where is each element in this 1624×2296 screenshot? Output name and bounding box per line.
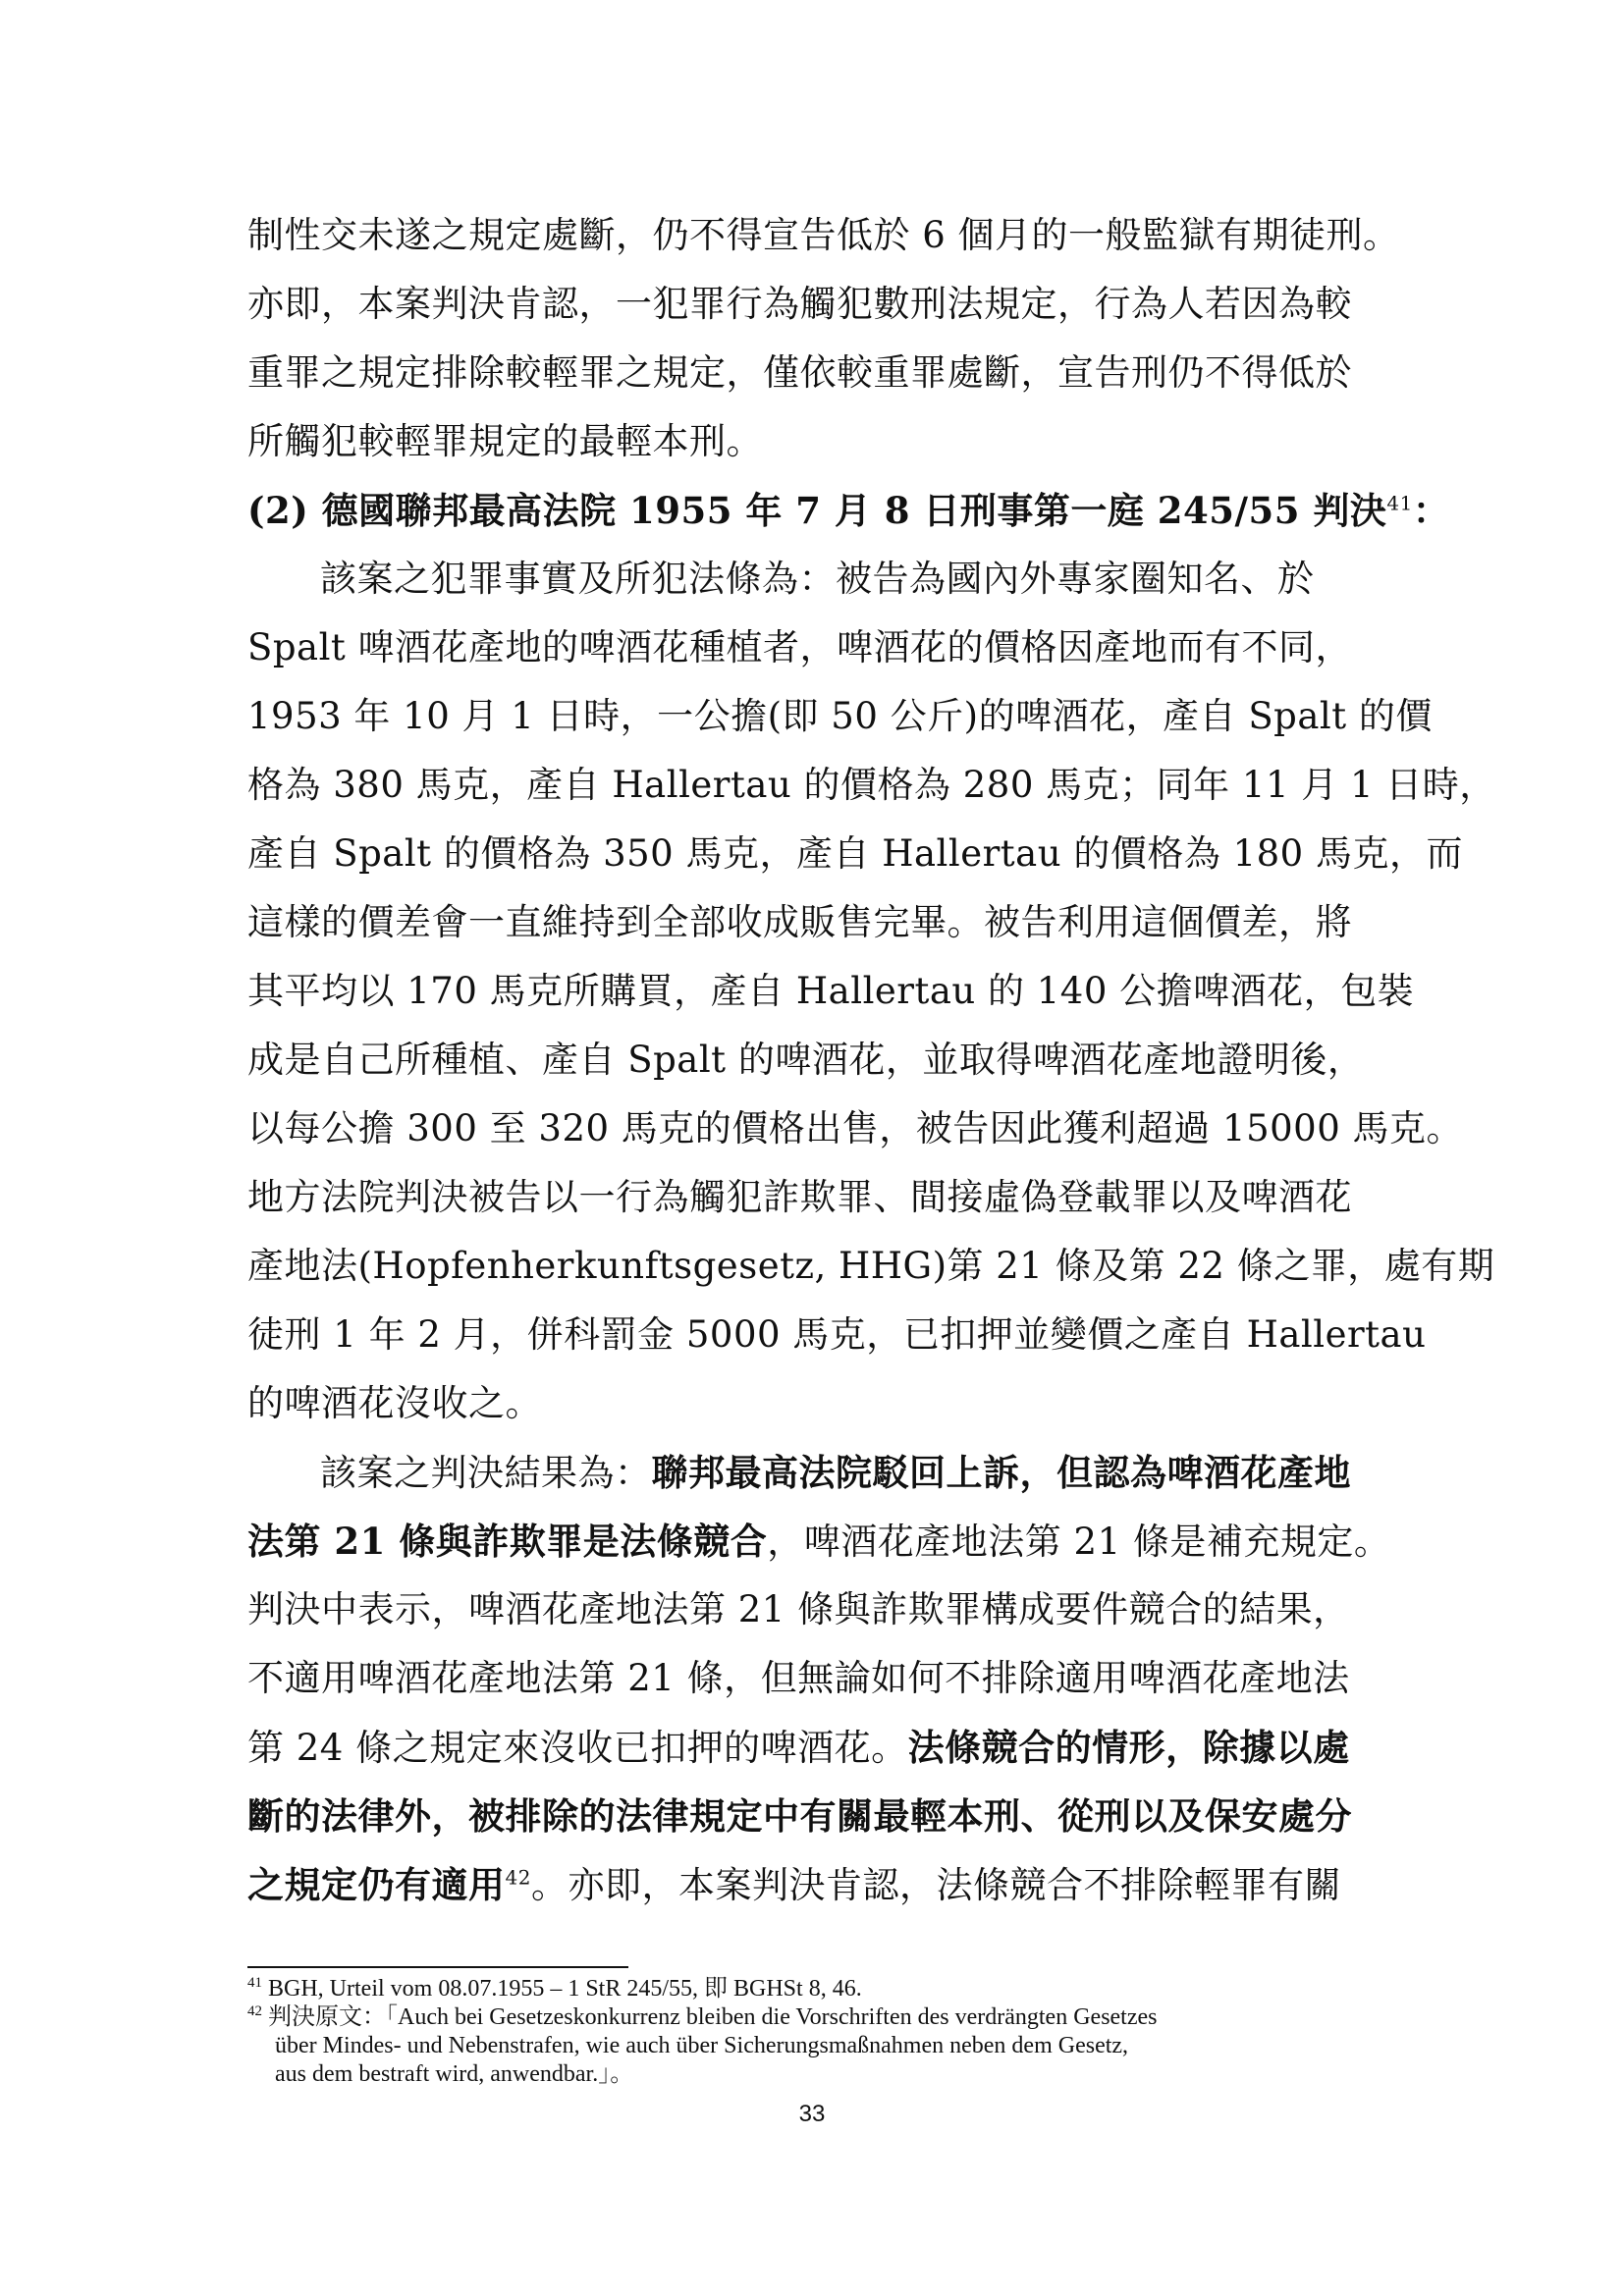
- paragraph-3-line-3: 判決中表示，啤酒花產地法第 21 條與詐欺罪構成要件競合的結果，: [247, 1588, 1350, 1630]
- paragraph-3-line-5-bold: 法條競合的情形，除據以處: [907, 1726, 1350, 1769]
- footnote-42-line-2: über Mindes- und Nebenstrafen, wie auch über Sicherungsmaßnahmen neben dem Gesetz,: [275, 2033, 1129, 2058]
- paragraph-2-line-11: 產地法(Hopfenherkunftsgesetz, HHG)第 21 條及第 22 條之罪，處有期: [247, 1245, 1495, 1287]
- paragraph-2-line-3: 1953 年 10 月 1 日時，一公擔(即 50 公斤)的啤酒花，產自 Spalt 的價: [247, 695, 1433, 737]
- paragraph-2-line-1: 該案之犯罪事實及所犯法條為：被告為國內外專家圈知名、於: [320, 558, 1315, 600]
- paragraph-1-line-1: 制性交未遂之規定處斷，仍不得宣告低於 6 個月的一般監獄有期徒刑。: [247, 214, 1400, 256]
- paragraph-2-line-13: 的啤酒花沒收之。: [247, 1382, 542, 1424]
- paragraph-3-line-5-normal: 第 24 條之規定來沒收已扣押的啤酒花。: [247, 1727, 908, 1769]
- paragraph-3-line-2: [247, 1507, 1391, 1575]
- section-heading-text: (2) 德國聯邦最高法院 1955 年 7 月 8 日刑事第一庭 245/55 判決: [247, 489, 1387, 532]
- footnote-41-text: BGH, Urteil vom 08.07.1955 – 1 StR 245/55, 即 BGHSt 8, 46.: [262, 1976, 862, 2002]
- paragraph-3-line-1: [247, 1438, 1391, 1507]
- paragraph-3-line-2-bold: 法第 21 條與詐欺罪是法條競合: [247, 1520, 768, 1563]
- paragraph-2-line-6: 這樣的價差會一直維持到全部收成販售完畢。被告利用這個價差，將: [247, 901, 1352, 943]
- paragraph-2-line-9: 以每公擔 300 至 320 馬克的價格出售，被告因此獲利超過 15000 馬克。: [247, 1107, 1464, 1149]
- paragraph-2-line-10: 地方法院判決被告以一行為觸犯詐欺罪、間接虛偽登載罪以及啤酒花: [247, 1176, 1352, 1218]
- body-text: [247, 201, 1496, 1919]
- paragraph-3-line-1-bold: 聯邦最高法院駁回上訴，但認為啤酒花產地: [651, 1451, 1351, 1494]
- page-number: 33: [798, 2101, 826, 2127]
- paragraph-3-line-6: 斷的法律外，被排除的法律規定中有關最輕本刑、從刑以及保安處分: [247, 1794, 1352, 1838]
- paragraph-3-line-7-bold: 之規定仍有適用: [247, 1863, 506, 1906]
- footnote-ref-41: 41: [1386, 491, 1413, 515]
- paragraph-2-line-12: 徒刑 1 年 2 月，併科罰金 5000 馬克，已扣押並變價之產自 Hallertau: [247, 1313, 1427, 1356]
- paragraph-1-line-3: 重罪之規定排除較輕罪之規定，僅依較重罪處斷，宣告刑仍不得低於: [247, 351, 1352, 394]
- paragraph-2-line-5: 產自 Spalt 的價格為 350 馬克，產自 Hallertau 的價格為 180 馬克，而: [247, 832, 1463, 875]
- paragraph-1-line-2: 亦即，本案判決肯認，一犯罪行為觸犯數刑法規定，行為人若因為較: [247, 283, 1352, 325]
- section-heading: [247, 476, 1450, 545]
- paragraph-1-line-4: 所觸犯較輕罪規定的最輕本刑。: [247, 420, 763, 462]
- footnote-41-number: 41: [247, 1975, 262, 1991]
- paragraph-3-line-1-normal: 該案之判決結果為：: [320, 1452, 652, 1494]
- footnote-42-line-3: aus dem bestraft wird, anwendbar.」。: [275, 2061, 634, 2087]
- footnotes: [247, 1975, 1396, 2089]
- paragraph-3-line-2-normal: ，啤酒花產地法第 21 條是補充規定。: [767, 1521, 1391, 1563]
- paragraph-3-line-4: 不適用啤酒花產地法第 21 條，但無論如何不排除適用啤酒花產地法: [247, 1657, 1350, 1699]
- paragraph-2-line-8: 成是自己所種植、產自 Spalt 的啤酒花，並取得啤酒花產地證明後，: [247, 1039, 1365, 1081]
- paragraph-3-line-7: [247, 1850, 1391, 1919]
- paragraph-2-line-4: 格為 380 馬克，產自 Hallertau 的價格為 280 馬克；同年 11 月 1 日時，: [247, 764, 1496, 806]
- paragraph-3-line-5: [247, 1713, 1391, 1782]
- paragraph-3-line-7-normal: 。亦即，本案判決肯認，法條競合不排除輕罪有關: [530, 1864, 1341, 1906]
- footnote-42-line-1: 判決原文：「Auch bei Gesetzeskonkurrenz bleiben die Vorschriften des verdrängten Gesetzes: [262, 2004, 1158, 2030]
- footnote-42: [247, 2003, 1396, 2032]
- footnote-separator: [247, 1966, 628, 1968]
- section-heading-suffix: ：: [1412, 489, 1450, 532]
- footnote-42-number: 42: [247, 2003, 262, 2019]
- footnote-ref-42: 42: [505, 1865, 531, 1890]
- paragraph-2-line-2: Spalt 啤酒花產地的啤酒花種植者，啤酒花的價格因產地而有不同，: [247, 626, 1353, 668]
- paragraph-2-line-7: 其平均以 170 馬克所購買，產自 Hallertau 的 140 公擔啤酒花，包裝: [247, 970, 1415, 1012]
- footnote-41: [247, 1975, 1396, 2003]
